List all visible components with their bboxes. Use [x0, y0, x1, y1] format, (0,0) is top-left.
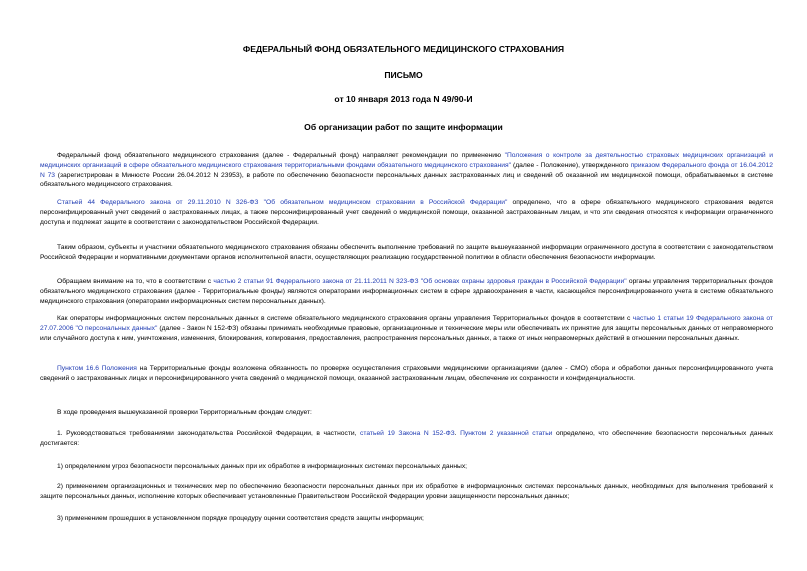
law-326-link[interactable]: Статьей 44 Федерального закона от 29.11.2010 N 326-ФЗ "Об обязательном медицинском страховании в Российской Федерации" — [57, 199, 508, 206]
paragraph-text: . — [454, 430, 461, 437]
paragraph-text: 1) определением угроз безопасности персональных данных при их обработке в информационных системах персональных данных; — [57, 463, 468, 470]
paragraph-8 — [40, 429, 773, 449]
paragraph-text: 3) применением прошедших в установленном порядке процедуру оценки соответствия средств защиты информации; — [57, 515, 424, 522]
paragraph-text: Федеральный фонд обязательного медицинского страхования (далее - Федеральный фонд) направляет рекомендации по применению — [57, 152, 505, 159]
paragraph-6 — [40, 364, 773, 384]
article-19-link[interactable]: статьей 19 Закона N 152-ФЗ — [360, 430, 455, 437]
paragraph-text: на Территориальные фонды возложена обязанность по проверке осуществления страховыми медицинскими организациями (далее - СМО) сбора и обработки данных персонифицированного учета сведений о застрахованных лицах и персонифицированного учета сведений о медицинской помощи, оказанной застрахованным лицам, обеспечение их сохранности и конфиденциальности. — [40, 365, 773, 382]
paragraph-text: 2) применением организационных и технических мер по обеспечению безопасности персональных данных при их обработке в информационных системах персональных данных, необходимых для выполнения требований к защите персональных данных, исполнение которых обеспечивает установленные Правительством Российской Федерации уровни защищенности персональных данных; — [40, 483, 773, 500]
paragraph-text: В ходе проведения вышеуказанной проверки Территориальным фондам следует: — [57, 409, 312, 416]
paragraph-3 — [40, 243, 773, 263]
paragraph-2 — [40, 198, 773, 227]
paragraph-text: (далее - Положение), утвержденного — [510, 161, 631, 169]
paragraph-text: определено, что обеспечение безопасности персональных данных достигается: — [40, 430, 773, 447]
order-link[interactable]: приказом Федерального фонда от 16.04.2012 N 73 — [40, 161, 773, 179]
paragraph-9 — [40, 462, 773, 472]
item-2-link[interactable]: Пунктом 2 указанной статьи — [460, 430, 553, 437]
law-152-link[interactable]: частью 1 статьи 19 Федерального закона от 27.07.2006 "О персональных данных" — [40, 315, 773, 332]
paragraph-5 — [40, 314, 773, 343]
paragraph-text: 1. Руководствоваться требованиями законодательства Российской Федерации, в частности, — [57, 430, 361, 437]
paragraph-1 — [40, 151, 773, 190]
paragraph-text: (зарегистрирован в Минюсте России 26.04.2012 N 23953), в работе по обеспечению безопасности персональных данных застрахованных лиц и сведений об оказанной им медицинской помощи, обрабатываемых в системе обязательного медицинского страхования. — [40, 171, 773, 189]
paragraph-text: Как операторы информационных систем персональных данных в системе обязательного медицинского страхования органы управления Территориальных фондов в соответствии с — [57, 315, 633, 322]
regulation-link[interactable]: "Положения о контроле за деятельностью страховых медицинских организаций и медицинских организаций в сфере обязательного медицинского страхования территориальными фондами обязательного медицинского страхования" — [40, 152, 773, 169]
document-type: ПИСЬМО — [384, 70, 423, 80]
paragraph-text: Обращаем внимание на то, что в соответствии с — [57, 278, 214, 285]
clause-16-6-link[interactable]: Пунктом 16.6 Положения — [57, 365, 137, 372]
paragraph-text: (далее - Закон N 152-ФЗ) обязаны принимать необходимые правовые, организационные и технические меры или обеспечивать их принятие для защиты персональных данных от неправомерного или случайного доступа к ним, уничтожения, изменения, блокирования, копирования, предоставления, распространения персональных данных, а также от иных неправомерных действий в отношении персональных данных. — [40, 324, 773, 342]
paragraph-11 — [40, 514, 773, 524]
paragraph-10 — [40, 482, 773, 502]
document-date-number: от 10 января 2013 года N 49/90-И — [334, 94, 473, 104]
issuer-title: ФЕДЕРАЛЬНЫЙ ФОНД ОБЯЗАТЕЛЬНОГО МЕДИЦИНСКОГО СТРАХОВАНИЯ — [242, 44, 565, 54]
document-subject: Об организации работ по защите информации — [304, 122, 503, 132]
paragraph-text: определено, что в сфере обязательного медицинского страхования ведется персонифицированный учет сведений о застрахованных лицах, а также персонифицированный учет сведений о медицинской помощи, оказанной застрахованным лицам, и что эти сведения относятся к информации ограниченного доступа и подлежат защите в соответствии с законодательством Российской Федерации. — [40, 199, 773, 226]
law-323-link[interactable]: частью 2 статьи 91 Федерального закона от 21.11.2011 N 323-ФЗ "Об основах охраны здоровья граждан в Российской Федерации" — [213, 278, 627, 285]
paragraph-text: органы управления территориальных фондов обязательного медицинского страхования (далее - Территориальные фонды) являются операторами информационных систем в сфере здравоохранения в части, касающейся персонифицированного учета в системе обязательного медицинского страхования (операторами информационных систем персональных данных). — [40, 278, 773, 305]
paragraph-7 — [40, 408, 773, 418]
paragraph-4 — [40, 277, 773, 306]
paragraph-text: Таким образом, субъекты и участники обязательного медицинского страхования обязаны обеспечить выполнение требований по защите вышеуказанной информации ограниченного доступа в соответствии с законодательством Российской Федерации и нормативными документами органов исполнительной власти, осуществляющих реализацию государственной политики в области обеспечения безопасности информации. — [40, 244, 773, 261]
